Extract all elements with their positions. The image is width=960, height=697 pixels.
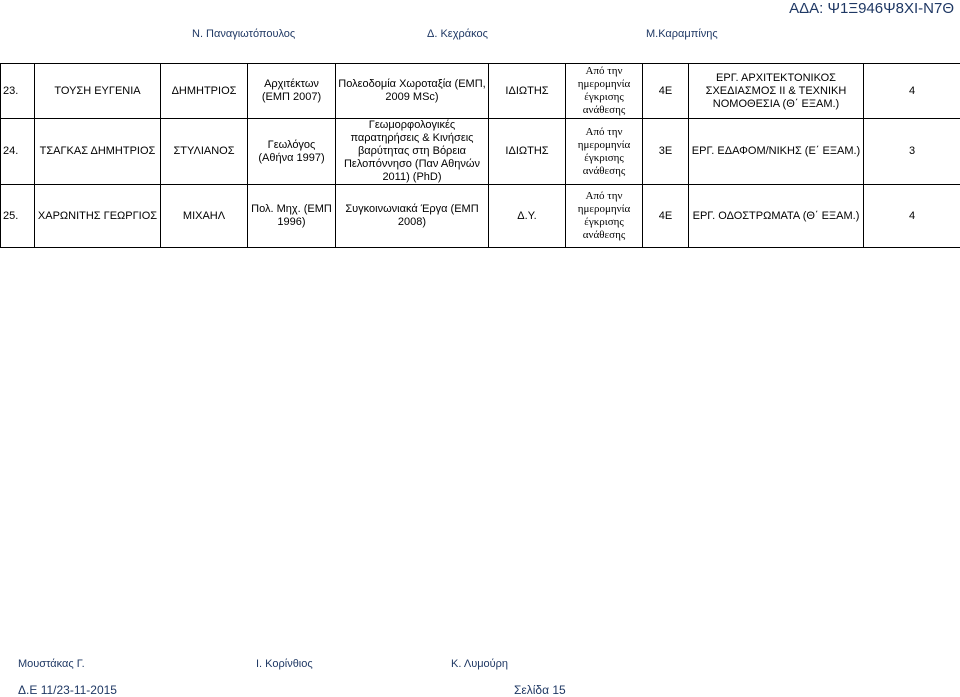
course-cell: ΕΡΓ. ΟΔΟΣΤΡΩΜΑΤΑ (Θ΄ ΕΞΑΜ.)	[689, 185, 864, 248]
degree-cell: Πολ. Μηχ. (ΕΜΠ 1996)	[248, 185, 336, 248]
page-footer	[0, 683, 960, 697]
status-cell: ΙΔΙΩΤΗΣ	[489, 64, 566, 119]
father-name-cell: ΣΤΥΛΙΑΝΟΣ	[161, 119, 248, 185]
row-number: 23.	[1, 64, 35, 119]
postgrad-cell: Πολεοδομία Χωροταξία (ΕΜΠ, 2009 MSc)	[336, 64, 489, 119]
footer-signer: Κ. Λυμούρη	[451, 658, 509, 670]
page-number: Σελίδα 15	[514, 683, 566, 697]
postgrad-cell: Συγκοινωνιακά Έργα (ΕΜΠ 2008)	[336, 185, 489, 248]
table-row	[1, 64, 960, 119]
semester-cell: 3Ε	[643, 119, 689, 185]
footer-signers	[0, 658, 960, 674]
assignments-table	[0, 63, 960, 248]
status-cell: ΙΔΙΩΤΗΣ	[489, 119, 566, 185]
hours-cell: 4	[864, 64, 960, 119]
status-cell: Δ.Υ.	[489, 185, 566, 248]
father-name-cell: ΜΙΧΑΗΛ	[161, 185, 248, 248]
start-date-cell: Από την ημερομηνία έγκρισης ανάθεσης	[566, 64, 643, 119]
header-signers	[0, 28, 960, 48]
course-cell: ΕΡΓ. ΕΔΑΦΟΜ/ΝΙΚΗΣ (Ε΄ ΕΞΑΜ.)	[689, 119, 864, 185]
table-row	[1, 119, 960, 185]
degree-cell: Αρχιτέκτων (ΕΜΠ 2007)	[248, 64, 336, 119]
degree-cell: Γεωλόγος (Αθήνα 1997)	[248, 119, 336, 185]
header-signer: Ν. Παναγιωτόπουλος	[192, 28, 296, 40]
header-signer: Μ.Καραμπίνης	[646, 28, 718, 40]
session-reference: Δ.Ε 11/23-11-2015	[18, 683, 117, 697]
surname-cell: ΤΣΑΓΚΑΣ ΔΗΜΗΤΡΙΟΣ	[35, 119, 161, 185]
surname-cell: ΤΟΥΣΗ ΕΥΓΕΝΙΑ	[35, 64, 161, 119]
hours-cell: 3	[864, 119, 960, 185]
footer-signer: Ι. Κορίνθιος	[256, 658, 313, 670]
header-signer: Δ. Κεχράκος	[427, 28, 488, 40]
row-number: 24.	[1, 119, 35, 185]
table-row	[1, 185, 960, 248]
ada-code: ΑΔΑ: Ψ1Ξ946Ψ8ΧΙ-Ν7Θ	[789, 0, 954, 17]
hours-cell: 4	[864, 185, 960, 248]
start-date-cell: Από την ημερομηνία έγκρισης ανάθεσης	[566, 119, 643, 185]
course-cell: ΕΡΓ. ΑΡΧΙΤΕΚΤΟΝΙΚΟΣ ΣΧΕΔΙΑΣΜΟΣ ΙΙ & ΤΕΧΝΙΚΗ ΝΟΜΟΘΕΣΙΑ (Θ΄ ΕΞΑΜ.)	[689, 64, 864, 119]
footer-signer: Μουστάκας Γ.	[18, 658, 85, 670]
semester-cell: 4Ε	[643, 185, 689, 248]
start-date-cell: Από την ημερομηνία έγκρισης ανάθεσης	[566, 185, 643, 248]
row-number: 25.	[1, 185, 35, 248]
surname-cell: ΧΑΡΩΝΙΤΗΣ ΓΕΩΡΓΙΟΣ	[35, 185, 161, 248]
semester-cell: 4Ε	[643, 64, 689, 119]
postgrad-cell: Γεωμορφολογικές παρατηρήσεις & Κινήσεις βαρύτητας στη Βόρεια Πελοπόννησο (Παν Αθηνών 2011) (PhD)	[336, 119, 489, 185]
father-name-cell: ΔΗΜΗΤΡΙΟΣ	[161, 64, 248, 119]
